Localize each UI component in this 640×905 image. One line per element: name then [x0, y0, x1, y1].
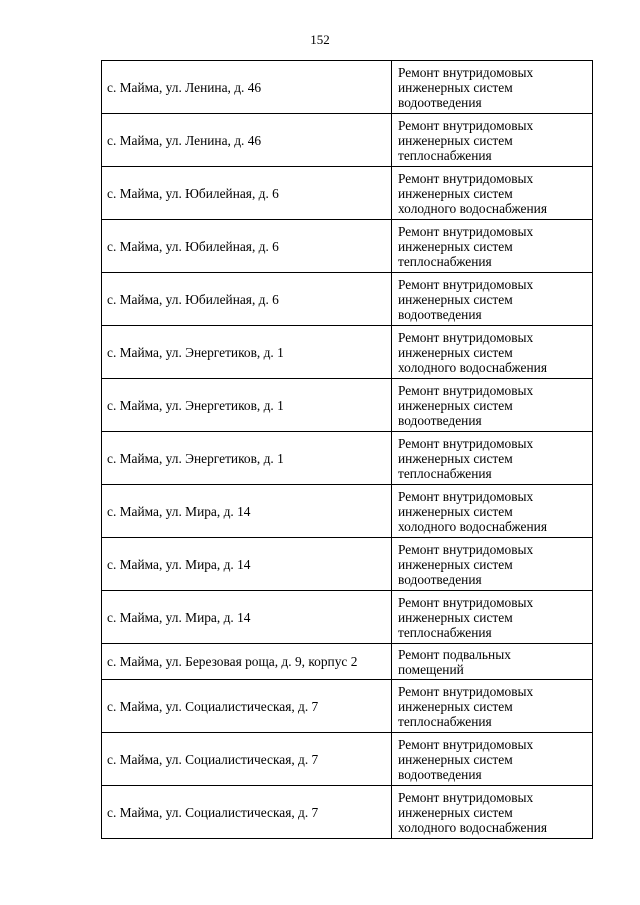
work-type-cell: Ремонт внутридомовых инженерных систем теплоснабжения — [392, 114, 593, 167]
table-row — [102, 591, 593, 644]
work-type-cell: Ремонт внутридомовых инженерных систем теплоснабжения — [392, 220, 593, 273]
address-cell: с. Майма, ул. Юбилейная, д. 6 — [102, 220, 392, 273]
table-row — [102, 786, 593, 839]
table-row — [102, 485, 593, 538]
address-cell: с. Майма, ул. Энергетиков, д. 1 — [102, 326, 392, 379]
table-row — [102, 220, 593, 273]
address-cell: с. Майма, ул. Березовая роща, д. 9, корпус 2 — [102, 644, 392, 680]
address-cell: с. Майма, ул. Энергетиков, д. 1 — [102, 379, 392, 432]
work-type-cell: Ремонт внутридомовых инженерных систем холодного водоснабжения — [392, 326, 593, 379]
table-row — [102, 538, 593, 591]
address-cell: с. Майма, ул. Мира, д. 14 — [102, 485, 392, 538]
work-type-cell: Ремонт внутридомовых инженерных систем водоотведения — [392, 733, 593, 786]
work-type-cell: Ремонт внутридомовых инженерных систем водоотведения — [392, 273, 593, 326]
work-type-cell: Ремонт внутридомовых инженерных систем холодного водоснабжения — [392, 786, 593, 839]
address-cell: с. Майма, ул. Ленина, д. 46 — [102, 114, 392, 167]
address-cell: с. Майма, ул. Ленина, д. 46 — [102, 61, 392, 114]
work-type-cell: Ремонт подвальных помещений — [392, 644, 593, 680]
address-cell: с. Майма, ул. Энергетиков, д. 1 — [102, 432, 392, 485]
table-row — [102, 61, 593, 114]
address-cell: с. Майма, ул. Социалистическая, д. 7 — [102, 680, 392, 733]
work-type-cell: Ремонт внутридомовых инженерных систем водоотведения — [392, 379, 593, 432]
work-type-cell: Ремонт внутридомовых инженерных систем водоотведения — [392, 538, 593, 591]
table-row — [102, 432, 593, 485]
address-cell: с. Майма, ул. Социалистическая, д. 7 — [102, 733, 392, 786]
address-cell: с. Майма, ул. Юбилейная, д. 6 — [102, 167, 392, 220]
work-type-cell: Ремонт внутридомовых инженерных систем теплоснабжения — [392, 591, 593, 644]
table-row — [102, 114, 593, 167]
address-cell: с. Майма, ул. Мира, д. 14 — [102, 538, 392, 591]
address-cell: с. Майма, ул. Социалистическая, д. 7 — [102, 786, 392, 839]
work-type-cell: Ремонт внутридомовых инженерных систем теплоснабжения — [392, 432, 593, 485]
work-type-cell: Ремонт внутридомовых инженерных систем холодного водоснабжения — [392, 167, 593, 220]
work-type-cell: Ремонт внутридомовых инженерных систем теплоснабжения — [392, 680, 593, 733]
table-row — [102, 273, 593, 326]
table-row — [102, 326, 593, 379]
works-table-body — [102, 61, 593, 839]
work-type-cell: Ремонт внутридомовых инженерных систем водоотведения — [392, 61, 593, 114]
table-row — [102, 644, 593, 680]
table-row — [102, 733, 593, 786]
table-row — [102, 379, 593, 432]
address-cell: с. Майма, ул. Мира, д. 14 — [102, 591, 392, 644]
page-number: 152 — [310, 32, 330, 47]
table-row — [102, 167, 593, 220]
address-cell: с. Майма, ул. Юбилейная, д. 6 — [102, 273, 392, 326]
table-row — [102, 680, 593, 733]
work-type-cell: Ремонт внутридомовых инженерных систем холодного водоснабжения — [392, 485, 593, 538]
works-table — [101, 60, 593, 839]
